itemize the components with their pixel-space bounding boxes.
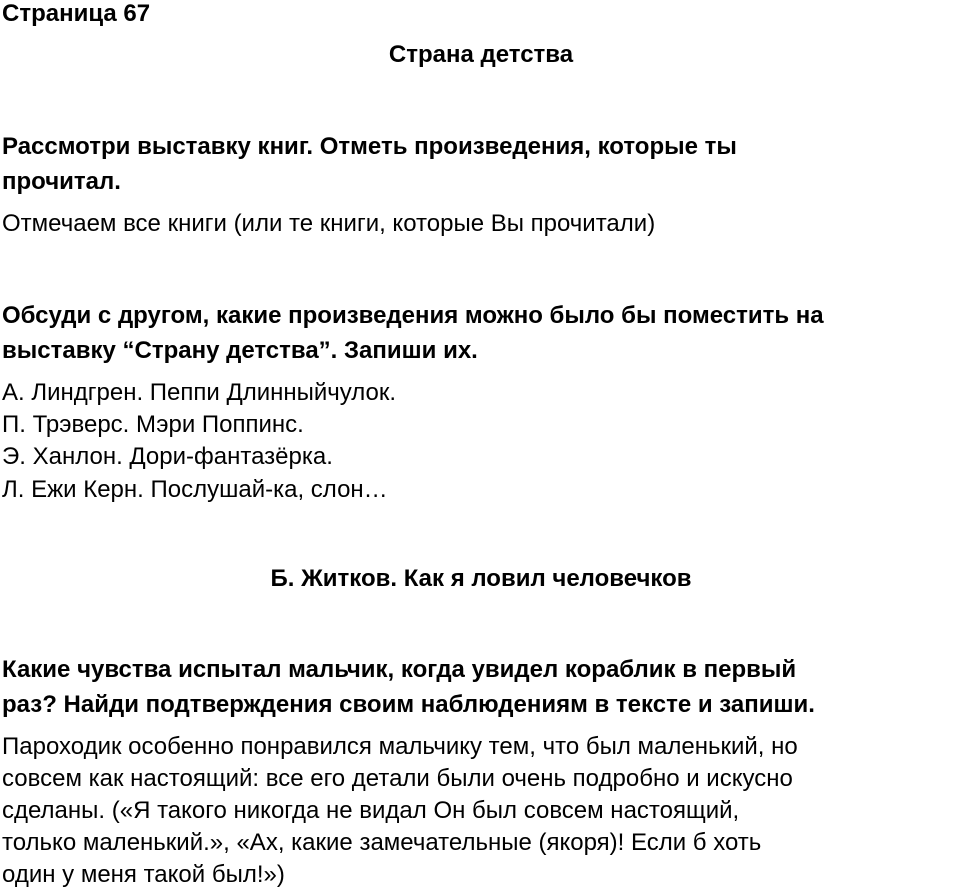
answer-3-line: Пароходик особенно понравился мальчику тем, что был маленький, но (2, 733, 798, 760)
question-3-line-2: раз? Найди подтверждения своим наблюдениям в тексте и запиши. (2, 691, 815, 718)
answer-3-line: один у меня такой был!») (2, 861, 285, 888)
section-heading-strana-detstva: Страна детства (388, 41, 574, 68)
answer-3-line: совсем как настоящий: все его детали были очень подробно и искусно (2, 765, 793, 792)
question-2-line-2: выставку “Страну детства”. Запиши их. (2, 337, 478, 364)
question-1-line-2: прочитал. (2, 168, 121, 195)
question-2-line-1: Обсуди с другом, какие произведения можно было бы поместить на (2, 302, 824, 329)
answer-1: Отмечаем все книги (или те книги, которые Вы прочитали) (2, 210, 656, 237)
question-1-line-1: Рассмотри выставку книг. Отметь произведения, которые ты (2, 133, 737, 160)
section-heading-zhitkov: Б. Житков. Как я ловил человечков (270, 565, 692, 592)
book-list-item: Э. Ханлон. Дори-фантазёрка. (2, 443, 333, 470)
page-number-title: Страница 67 (2, 0, 151, 27)
book-list-item: Л. Ежи Керн. Послушай-ка, слон… (2, 476, 388, 503)
question-3-line-1: Какие чувства испытал мальчик, когда увидел кораблик в первый (2, 656, 797, 683)
book-list-item: П. Трэверс. Мэри Поппинс. (2, 411, 304, 438)
answer-3-line: сделаны. («Я такого никогда не видал Он был совсем настоящий, (2, 797, 740, 824)
answer-3-line: только маленький.», «Ах, какие замечательные (якоря)! Если б хоть (2, 829, 762, 856)
book-list-item: А. Линдгрен. Пеппи Длинныйчулок. (2, 379, 397, 406)
